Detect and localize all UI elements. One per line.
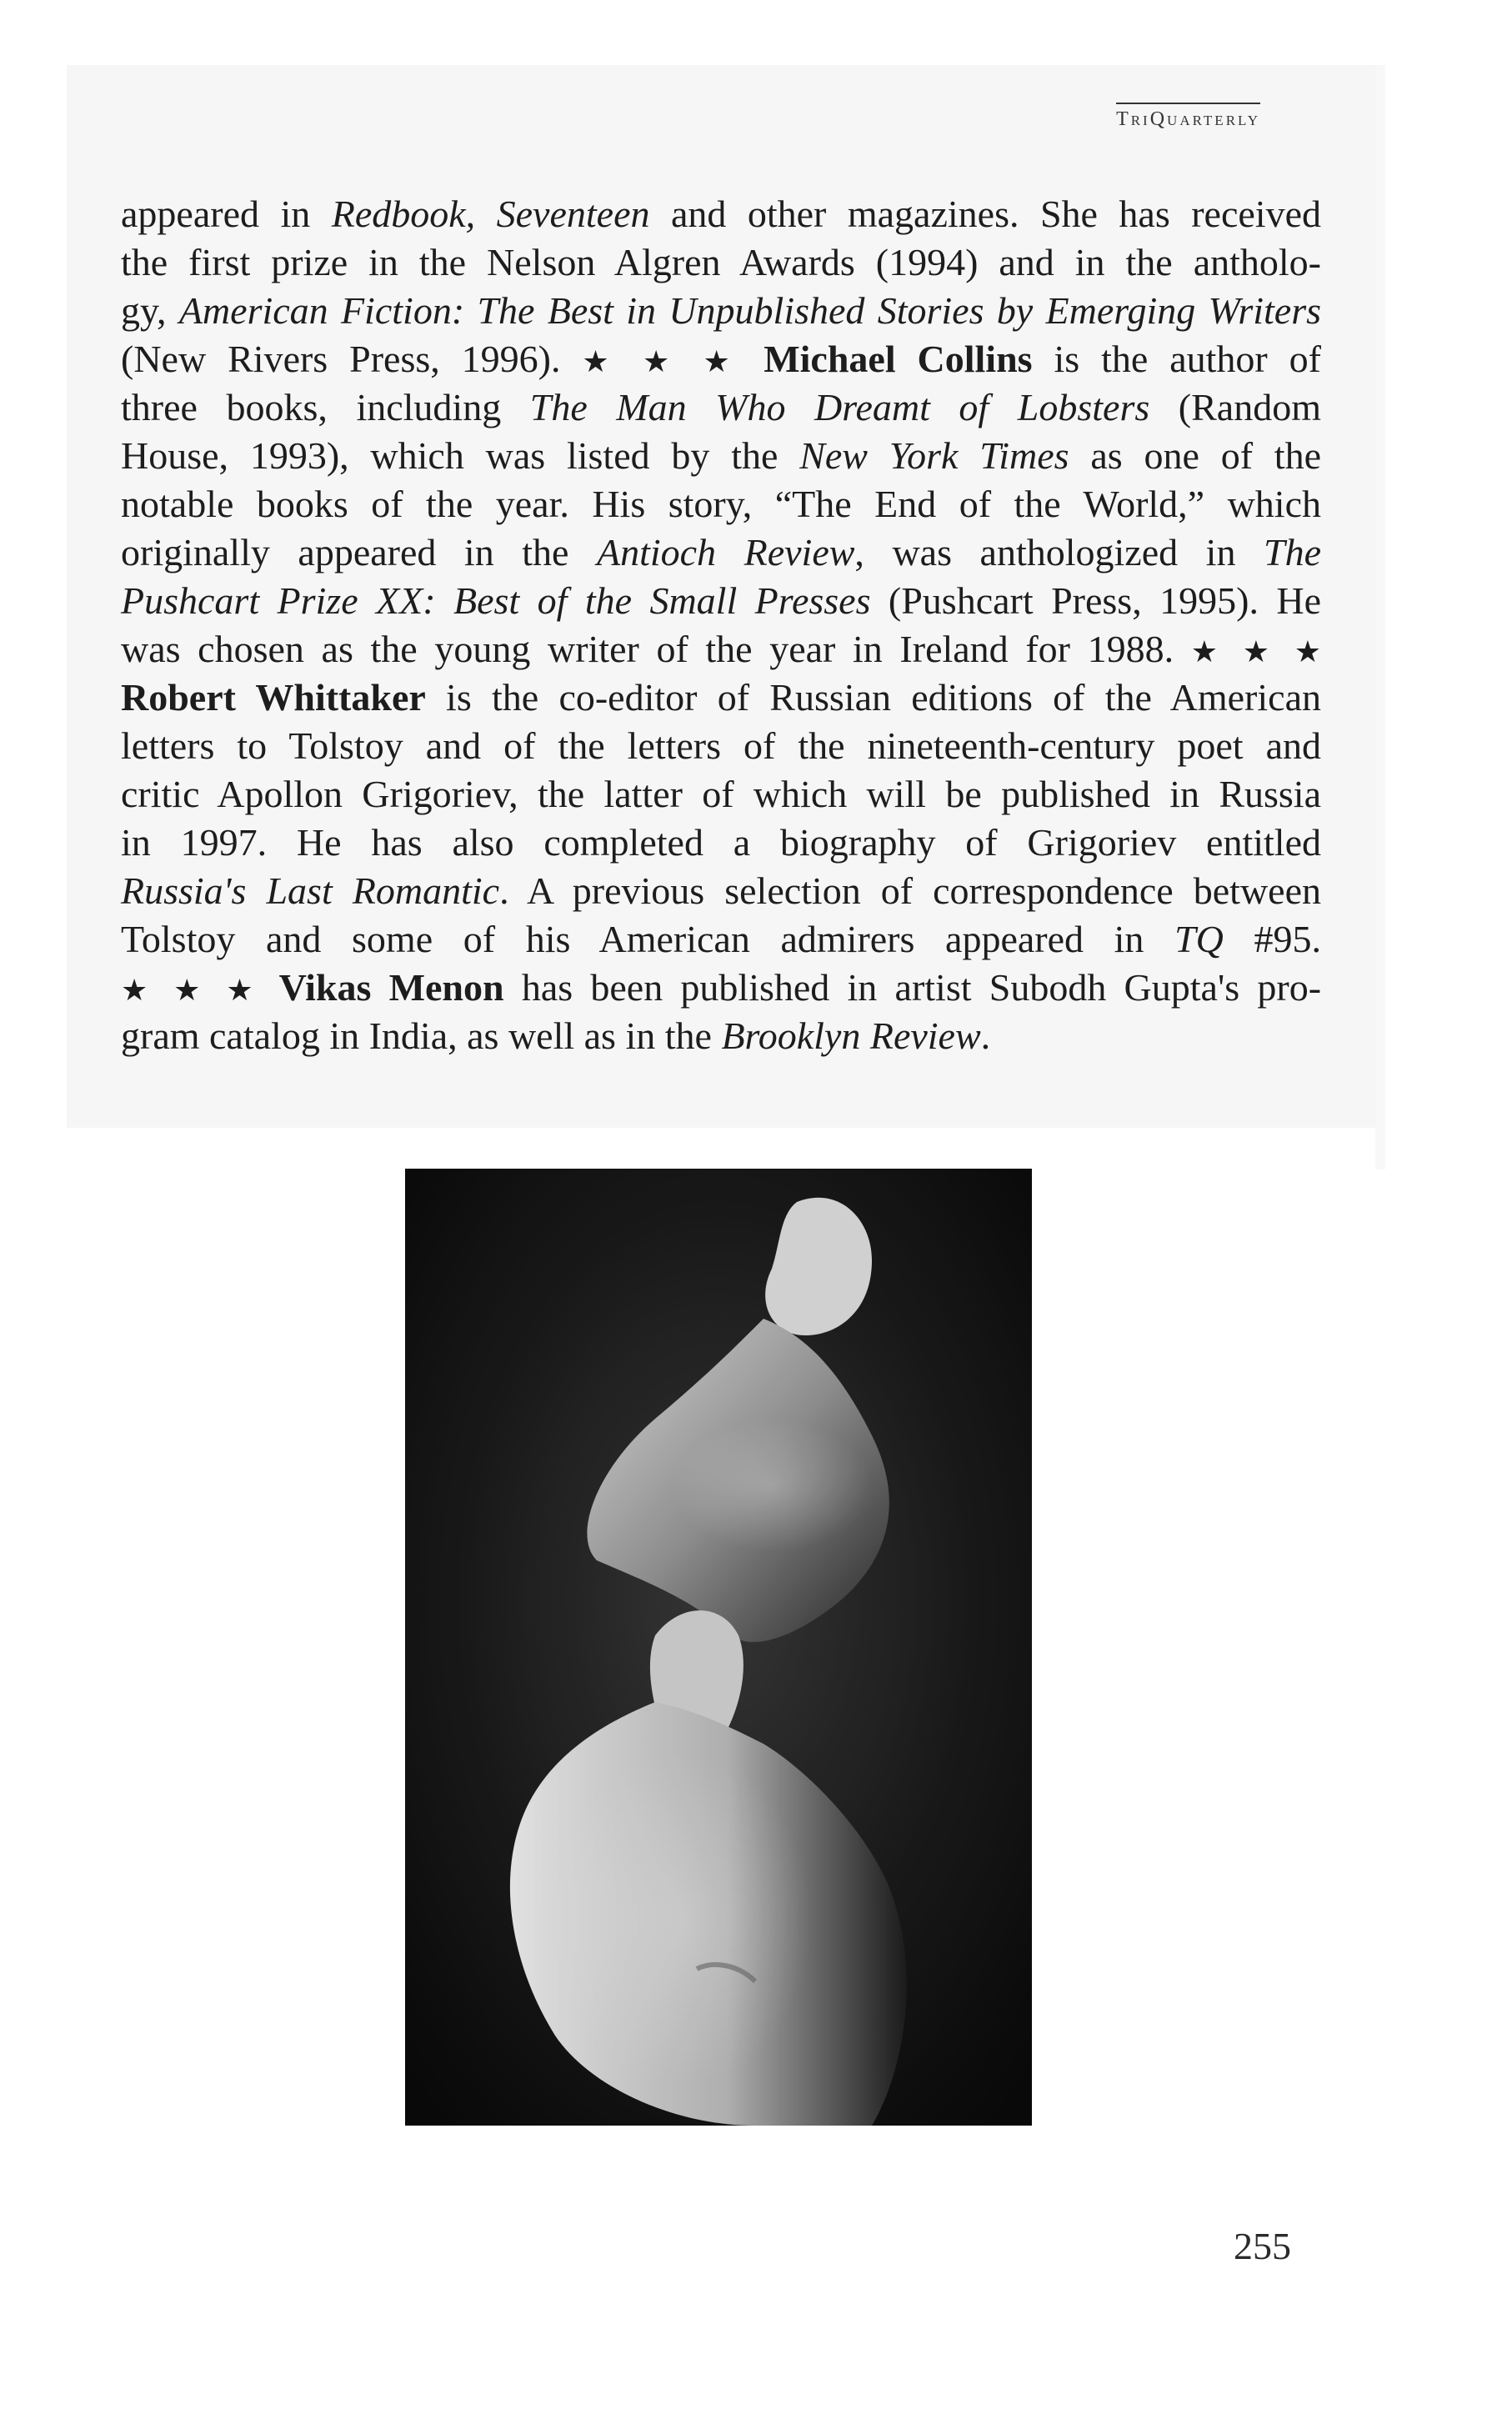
text-line: originally appeared in the Antioch Review, was anthologized in The — [121, 531, 1321, 573]
text-line: Robert Whittaker is the co-editor of Russian editions of the American — [121, 676, 1321, 719]
text-line: Pushcart Prize XX: Best of the Small Presses (Pushcart Press, 1995). He — [121, 579, 1322, 622]
text-line: in 1997. He has also completed a biography of Grigoriev entitled — [121, 821, 1321, 864]
text-line: Russia's Last Romantic. A previous selection of correspondence between — [121, 869, 1322, 912]
text-line: (New Rivers Press, 1996). ★ ★ ★ Michael Collins is the author of — [121, 338, 1321, 380]
running-head: TriQuarterly — [1116, 108, 1260, 130]
photograph — [405, 1169, 1032, 2126]
photo-figures-icon — [405, 1169, 1032, 2126]
text-line: gy, American Fiction: The Best in Unpublished Stories by Emerging Writers — [121, 289, 1321, 332]
page-number: 255 — [1234, 2225, 1291, 2267]
text-line: gram catalog in India, as well as in the Brooklyn Review. — [121, 1014, 991, 1057]
scanned-text-panel — [67, 65, 1375, 1128]
text-line: House, 1993), which was listed by the New York Times as one of the — [121, 434, 1321, 477]
text-line: was chosen as the young writer of the year in Ireland for 1988. ★ ★ ★ — [121, 628, 1321, 670]
text-line: letters to Tolstoy and of the letters of the nineteenth-century poet and — [121, 724, 1321, 767]
text-line: ★ ★ ★ Vikas Menon has been published in artist Subodh Gupta's pro- — [121, 966, 1322, 1009]
text-line: notable books of the year. His story, “The End of the World,” which — [121, 483, 1321, 525]
text-line: three books, including The Man Who Dreamt of Lobsters (Random — [121, 386, 1321, 428]
text-line: Tolstoy and some of his American admirers appeared in TQ #95. — [121, 918, 1322, 960]
text-line: critic Apollon Grigoriev, the latter of which will be published in Russia — [121, 773, 1321, 815]
panel-edge — [1375, 65, 1385, 1169]
contributor-notes-text — [121, 190, 1321, 1060]
text-line: appeared in Redbook, Seventeen and other magazines. She has received — [121, 193, 1321, 235]
text-line: the first prize in the Nelson Algren Awards (1994) and in the antholo- — [121, 241, 1321, 283]
